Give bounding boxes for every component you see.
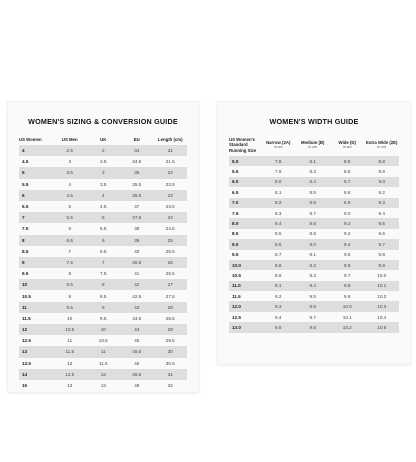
table-cell: 9.1 (309, 252, 316, 258)
table-cell: 9.3 (365, 198, 400, 208)
header-standard-size (229, 134, 261, 156)
table-cell: 41 (134, 271, 140, 277)
table-cell: 9.3 (261, 301, 296, 311)
table-cell: 30.5 (165, 360, 175, 366)
table-cell: 10.5 (232, 272, 241, 278)
table-cell: 10.0 (377, 272, 387, 278)
table-cell: 9.5 (365, 218, 400, 228)
table-cell: 39 (120, 235, 154, 246)
table-cell: 42 (120, 279, 154, 290)
table-cell: 44 (120, 324, 154, 335)
table-cell: 9.4 (330, 239, 365, 249)
table-cell: 10.4 (377, 314, 387, 320)
table-cell: 6.5 (53, 235, 87, 246)
table-cell: 9.8 (378, 252, 385, 258)
table-cell: 37.5 (120, 212, 154, 223)
table-cell: 27 (154, 279, 188, 290)
table-cell: 9 (19, 257, 53, 268)
table-row (229, 166, 399, 176)
table-cell: 9.2 (275, 293, 282, 299)
table-cell: 8.9 (330, 198, 365, 208)
table-cell: 11 (19, 302, 53, 313)
header-narrow (261, 134, 296, 156)
table-cell: 13.0 (229, 322, 261, 332)
table-cell: 9.6 (378, 231, 385, 237)
sizing-conversion-card (8, 102, 198, 392)
table-cell: 8.0 (229, 218, 261, 228)
table-cell: 40.5 (120, 257, 154, 268)
table-cell: 28.5 (165, 315, 175, 321)
table-cell: 23.5 (165, 204, 175, 210)
table-cell: 22.5 (165, 181, 175, 187)
table-cell: 13 (19, 346, 53, 357)
table-cell: 8.8 (261, 260, 296, 270)
table-cell: 7 (19, 212, 53, 223)
table-cell: 36.5 (120, 190, 154, 201)
table-cell: 2 (87, 145, 121, 156)
table-cell: 8.7 (275, 252, 282, 258)
table-cell: 6 (68, 226, 72, 232)
table-cell: 8.9 (309, 231, 316, 237)
table-cell: 3 (68, 159, 72, 165)
table-cell: 13 (100, 383, 106, 389)
width-guide-table (229, 134, 399, 333)
table-cell: 26.5 (165, 271, 175, 277)
table-cell: 10.1 (365, 281, 400, 291)
table-cell: 13 (67, 383, 73, 389)
table-cell: 9.8 (296, 322, 331, 332)
table-cell: 8 (87, 279, 121, 290)
table-cell: 12.5 (232, 314, 241, 320)
table-cell: 8.5 (22, 248, 29, 254)
sizing-guide-title: WOMEN'S SIZING & CONVERSION GUIDE (28, 117, 178, 126)
table-cell: 3.5 (100, 181, 107, 187)
table-cell: 10.2 (330, 322, 365, 332)
table-cell: 7.5 (100, 271, 107, 277)
table-row (19, 279, 187, 290)
table-cell: 9.1 (261, 281, 296, 291)
table-row (19, 313, 187, 324)
table-cell: 10.5 (53, 324, 87, 335)
table-cell: 12.5 (22, 338, 31, 344)
table-cell: 8.1 (275, 189, 282, 195)
header-medium-unit: in cm (308, 145, 318, 150)
table-cell: 9.6 (330, 260, 365, 270)
table-row (19, 201, 187, 212)
table-cell: 9.8 (330, 281, 365, 291)
table-cell: 5 (87, 212, 121, 223)
table-cell: 9.0 (296, 239, 331, 249)
table-cell: 2.5 (53, 145, 87, 156)
table-cell: 12 (87, 369, 121, 380)
table-cell: 8.0 (261, 177, 296, 187)
table-cell: 8.8 (296, 218, 331, 228)
table-cell: 8.5 (53, 279, 87, 290)
header-extra-wide (365, 134, 400, 156)
table-row (19, 235, 187, 246)
table-row (19, 335, 187, 346)
table-cell: 6 (19, 190, 53, 201)
table-row (19, 167, 187, 178)
table-cell: 4.5 (53, 190, 87, 201)
table-cell: 9.9 (344, 293, 351, 299)
table-cell: 9.7 (344, 272, 351, 278)
table-row (229, 260, 399, 270)
table-row (229, 312, 399, 322)
table-cell: 9.2 (296, 260, 331, 270)
table-cell: 48 (134, 383, 140, 389)
table-cell: 5.5 (53, 212, 87, 223)
header-medium-label: Medium (B) (301, 140, 325, 146)
table-cell: 45.5 (120, 346, 154, 357)
table-cell: 43.5 (132, 315, 142, 321)
table-cell: 7.9 (275, 169, 282, 175)
table-cell: 8.4 (261, 218, 296, 228)
table-row (19, 346, 187, 357)
header-wide (330, 134, 365, 156)
table-cell: 9.5 (261, 322, 296, 332)
table-cell: 11.5 (98, 360, 108, 366)
table-cell: 6.5 (232, 189, 239, 195)
table-row (19, 268, 187, 279)
table-cell: 10 (67, 315, 73, 321)
table-cell: 11.5 (53, 346, 87, 357)
table-cell: 8.9 (378, 169, 385, 175)
table-cell: 29.5 (165, 338, 175, 344)
header-standard-size-label: US Women's Standard Running Size (229, 136, 257, 153)
table-cell: 22 (154, 167, 188, 178)
table-cell: 9.4 (275, 314, 282, 320)
table-cell: 10.5 (365, 322, 400, 332)
header-extra-wide-unit: in cm (377, 145, 387, 150)
table-cell: 27.5 (165, 293, 175, 299)
table-cell: 7.5 (22, 226, 29, 232)
table-cell: 37 (134, 204, 140, 210)
table-row (19, 290, 187, 301)
table-cell: 7 (68, 248, 72, 254)
table-cell: 7 (87, 257, 121, 268)
table-cell: 8 (19, 235, 53, 246)
table-cell: 4.5 (100, 204, 107, 210)
table-cell: 9.5 (22, 271, 29, 277)
table-row (19, 223, 187, 234)
table-row (229, 322, 399, 332)
table-row (229, 281, 399, 291)
table-cell: 8.5 (330, 156, 365, 166)
table-cell: 12 (67, 360, 73, 366)
table-cell: 8.4 (296, 177, 331, 187)
table-cell: 5 (68, 204, 72, 210)
table-cell: 8.1 (296, 156, 331, 166)
table-cell: 6.0 (229, 177, 261, 187)
table-cell: 42.5 (132, 293, 142, 299)
table-row (229, 291, 399, 301)
table-cell: 10.5 (98, 338, 108, 344)
table-row (19, 302, 187, 313)
table-cell: 6.5 (100, 248, 107, 254)
table-cell: 4 (68, 181, 72, 187)
table-cell: 5.5 (22, 181, 29, 187)
table-cell: 9 (87, 302, 121, 313)
header-narrow-unit: in cm (273, 145, 283, 150)
header-eu: EU (133, 136, 140, 142)
header-us-women: US Women (19, 136, 42, 142)
table-row (229, 156, 399, 166)
table-cell: 32 (167, 383, 173, 389)
header-wide-unit: in cm (342, 145, 352, 150)
table-cell: 9.0 (344, 210, 351, 216)
table-cell: 31 (154, 369, 188, 380)
table-cell: 7.5 (53, 257, 87, 268)
table-row (19, 369, 187, 380)
header-wide-label: Wide (D) (338, 140, 356, 146)
table-cell: 8.5 (100, 293, 107, 299)
table-cell: 8.5 (309, 189, 316, 195)
table-cell: 23 (154, 190, 188, 201)
table-cell: 14 (19, 369, 53, 380)
table-row (229, 208, 399, 218)
table-row (19, 145, 187, 156)
table-cell: 10.5 (22, 293, 31, 299)
table-cell: 11 (87, 346, 121, 357)
table-cell: 12 (19, 324, 53, 335)
table-cell: 6 (87, 235, 121, 246)
table-row (19, 380, 187, 391)
table-cell: 26 (154, 257, 188, 268)
table-cell: 21.5 (165, 159, 175, 165)
table-cell: 8.7 (309, 210, 316, 216)
table-cell: 5.5 (232, 169, 239, 175)
table-cell: 7.8 (261, 156, 296, 166)
table-cell: 8.6 (344, 169, 351, 175)
header-narrow-label: Narrow (2A) (266, 140, 291, 146)
table-row (229, 177, 399, 187)
table-cell: 9.6 (296, 301, 331, 311)
table-cell: 8.6 (261, 239, 296, 249)
sizing-conversion-table (19, 134, 187, 391)
table-cell: 10.0 (229, 260, 261, 270)
header-uk: UK (100, 136, 107, 142)
table-row (229, 229, 399, 239)
table-cell: 9.0 (229, 239, 261, 249)
table-row (19, 156, 187, 167)
table-cell: 10 (19, 279, 53, 290)
sizing-table-body (19, 145, 187, 391)
table-cell: 9.3 (309, 272, 316, 278)
table-cell: 43 (120, 302, 154, 313)
table-cell: 28 (154, 302, 188, 313)
table-cell: 8.5 (275, 231, 282, 237)
table-cell: 4 (19, 145, 53, 156)
table-cell: 7.0 (229, 198, 261, 208)
table-cell: 35.5 (132, 181, 142, 187)
table-cell: 9.2 (378, 189, 385, 195)
table-row (19, 190, 187, 201)
table-cell: 9.5 (232, 252, 239, 258)
table-cell: 9.5 (309, 293, 316, 299)
table-cell: 34.5 (132, 159, 142, 165)
table-cell: 35 (120, 167, 154, 178)
table-cell: 11 (67, 338, 73, 344)
table-cell: 8.3 (309, 169, 316, 175)
table-cell: 5.5 (100, 226, 107, 232)
width-guide-card (218, 102, 410, 364)
table-cell: 8.8 (365, 156, 400, 166)
table-cell: 9.5 (53, 302, 87, 313)
table-row (19, 358, 187, 369)
table-cell: 24 (154, 212, 188, 223)
table-cell: 4.5 (22, 159, 29, 165)
table-cell: 5.0 (229, 156, 261, 166)
table-cell: 25 (154, 235, 188, 246)
table-cell: 12.0 (229, 301, 261, 311)
table-cell: 11.5 (22, 315, 31, 321)
table-cell: 29 (154, 324, 188, 335)
header-medium (296, 134, 331, 156)
sizing-header-row (19, 134, 187, 145)
table-cell: 9.3 (344, 231, 351, 237)
table-row (229, 270, 399, 280)
table-cell: 8.5 (232, 231, 239, 237)
table-row (229, 250, 399, 260)
table-cell: 9.9 (365, 260, 400, 270)
table-cell: 45 (134, 338, 140, 344)
width-table-body (229, 156, 399, 333)
width-header-row (229, 134, 399, 156)
table-cell: 11.5 (232, 293, 241, 299)
table-cell: 9.4 (296, 281, 331, 291)
table-row (19, 324, 187, 335)
table-row (229, 301, 399, 311)
table-cell: 8.2 (261, 198, 296, 208)
table-cell: 10.2 (377, 293, 387, 299)
table-cell: 15 (22, 383, 28, 389)
table-cell: 9.2 (330, 218, 365, 228)
table-cell: 9.4 (378, 210, 385, 216)
table-cell: 5 (19, 167, 53, 178)
table-cell: 4 (87, 190, 121, 201)
table-cell: 40 (134, 248, 140, 254)
table-cell: 34 (120, 145, 154, 156)
table-cell: 6.5 (22, 204, 29, 210)
table-cell: 2.5 (100, 159, 107, 165)
table-cell: 8.3 (275, 210, 282, 216)
table-cell: 30 (154, 346, 188, 357)
table-row (229, 218, 399, 228)
table-cell: 9.0 (365, 177, 400, 187)
table-cell: 7.5 (232, 210, 239, 216)
header-length-cm: Length (cm) (157, 136, 183, 142)
table-row (229, 239, 399, 249)
table-row (229, 187, 399, 197)
table-cell: 8 (68, 271, 72, 277)
table-cell: 13.5 (22, 360, 31, 366)
table-cell: 46.5 (120, 369, 154, 380)
table-cell: 10 (87, 324, 121, 335)
header-us-men: US Men (61, 136, 78, 142)
table-row (19, 246, 187, 257)
table-cell: 8.9 (275, 272, 282, 278)
table-cell: 8.7 (330, 177, 365, 187)
table-row (19, 257, 187, 268)
table-cell: 9.7 (309, 314, 316, 320)
table-cell: 9.5 (100, 315, 107, 321)
table-cell: 8.6 (296, 198, 331, 208)
width-guide-title: WOMEN'S WIDTH GUIDE (269, 117, 359, 126)
table-cell: 11.0 (229, 281, 261, 291)
table-cell: 21 (154, 145, 188, 156)
table-cell: 3 (87, 167, 121, 178)
table-cell: 10.0 (330, 301, 365, 311)
table-cell: 8.8 (344, 189, 351, 195)
table-cell: 24.5 (165, 226, 175, 232)
table-row (19, 212, 187, 223)
table-cell: 10.1 (342, 314, 352, 320)
table-cell: 3.5 (53, 167, 87, 178)
table-row (229, 198, 399, 208)
header-extra-wide-label: Extra Wide (2E) (366, 140, 398, 146)
table-cell: 12.5 (53, 369, 87, 380)
table-cell: 9.5 (344, 252, 351, 258)
table-cell: 46 (134, 360, 140, 366)
table-cell: 10.3 (365, 301, 400, 311)
table-row (19, 179, 187, 190)
table-cell: 25.5 (165, 248, 175, 254)
table-cell: 9.7 (365, 239, 400, 249)
table-cell: 38 (134, 226, 140, 232)
table-cell: 9 (68, 293, 72, 299)
